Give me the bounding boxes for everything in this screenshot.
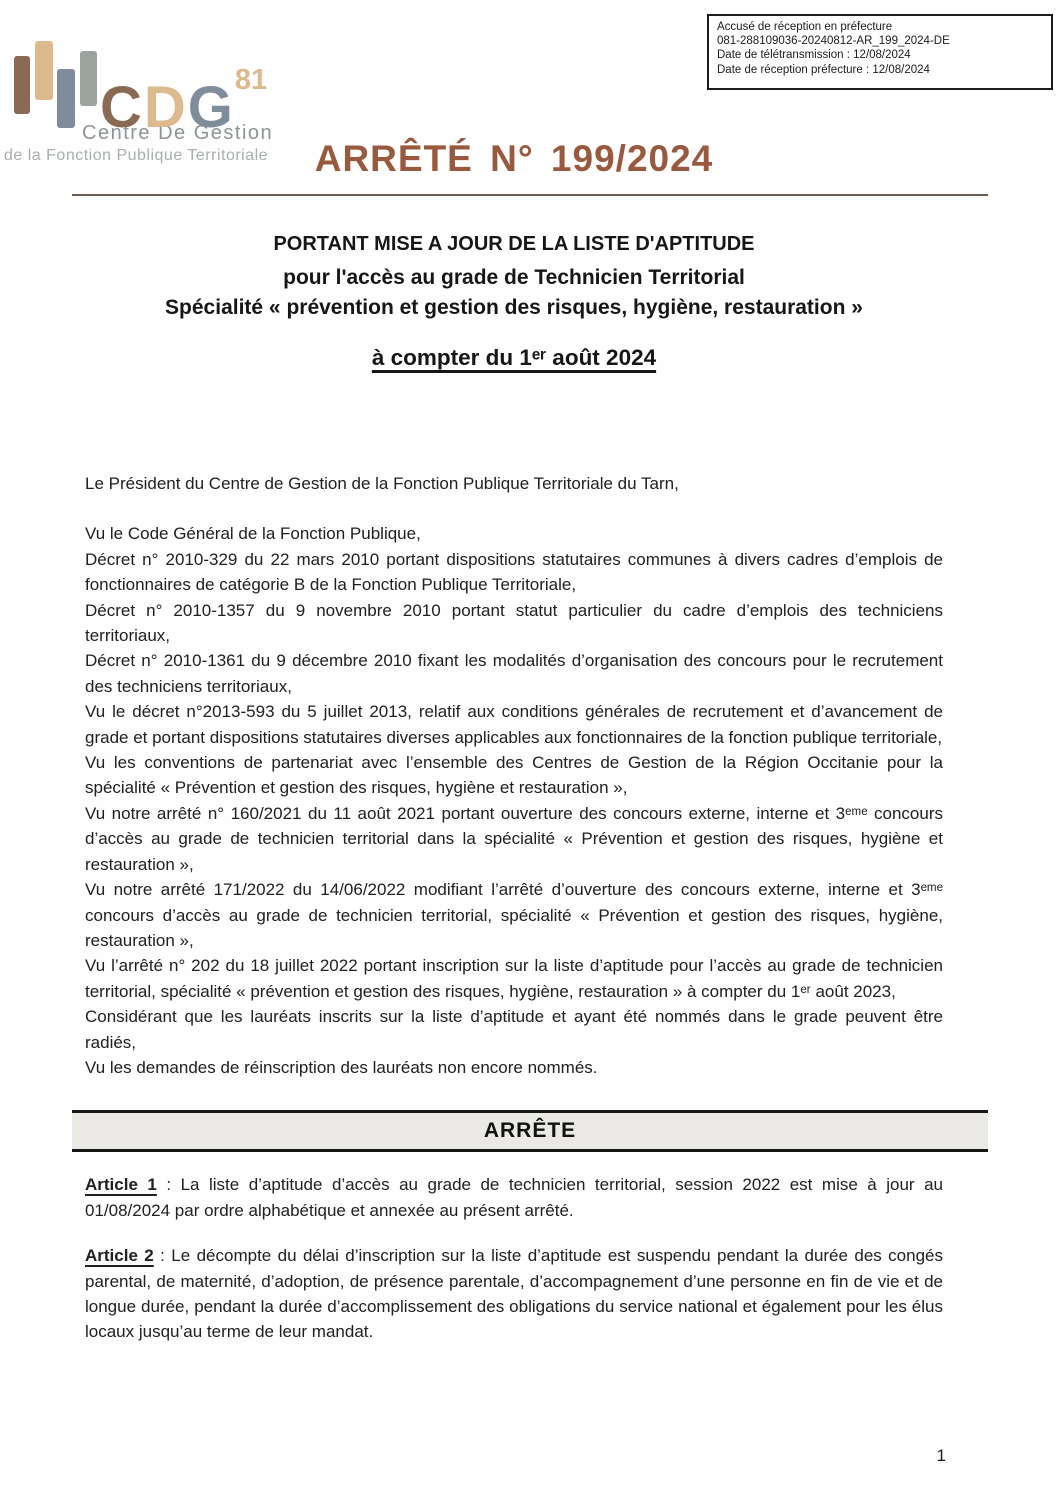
article-2-label: Article 2 <box>85 1246 154 1266</box>
logo-letter-g: G <box>187 75 235 140</box>
recital-paragraph: Vu le Code Général de la Fonction Publique, <box>85 524 421 544</box>
recital-paragraph: Décret n° 2010-329 du 22 mars 2010 portant dispositions statutaires communes à divers cadres d’emplois de fonctionnaires de catégorie B de la Fonction Publique Territoriale, <box>85 549 943 595</box>
article-2-text: : Le décompte du délai d’inscription sur la liste d’aptitude est suspendu pendant la durée des congés parental, de maternité, d’adoption, de présence parentale, d’accompagnement d’une personne en fin de vie et de longue durée, pendant la durée d’accomplissement des obligations du service national et également pour les élus locaux jusqu’au terme de leur mandat. <box>85 1246 943 1342</box>
cdg81-logo <box>6 36 296 165</box>
recital-paragraph: Vu les conventions de partenariat avec l’ensemble des Centres de Gestion de la Région Occitanie pour la spécialité « Prévention et gestion des risques, hygiène et restauration », <box>85 753 943 798</box>
recital-paragraph: Décret n° 2010-1357 du 9 novembre 2010 portant statut particulier du cadre d’emplois des techniciens territoriaux, <box>85 600 943 646</box>
logo-caption-line2: de la Fonction Publique Territoriale <box>4 147 269 164</box>
title-divider <box>72 194 988 196</box>
logo-letter-d: D <box>143 75 188 140</box>
recital-paragraph: Vu notre arrêté 171/2022 du 14/06/2022 modifiant l’arrêté d’ouverture des concours externe, interne et 3ᵉᵐᵉ concours d’accès au grade de technicien territorial, spécialité « Prévention et gestion des risques, hygiène, restauration », <box>85 880 943 950</box>
recital-paragraph: Vu les demandes de réinscription des lauréats non encore nommés. <box>85 1057 598 1077</box>
subtitle-line-3: Spécialité « prévention et gestion des risques, hygiène, restauration » <box>165 296 863 319</box>
subtitle-line-1: PORTANT MISE A JOUR DE LA LISTE D'APTITUDE <box>273 233 755 255</box>
section-heading-text: ARRÊTE <box>483 1119 577 1143</box>
page-number: 1 <box>936 1446 946 1465</box>
logo-bar-blue <box>57 69 75 128</box>
stamp-line-4: Date de réception préfecture : 12/08/2024 <box>717 63 930 76</box>
stamp-line-2: 081-288109036-20240812-AR_199_2024-DE <box>717 35 950 48</box>
recital-paragraph: Considérant que les lauréats inscrits sur la liste d’aptitude et ayant été nommés dans le grade peuvent être radiés, <box>85 1007 943 1052</box>
recitals-block <box>85 471 943 1080</box>
effective-date-text: à compter du 1ᵉʳ août 2024 <box>371 345 657 370</box>
article-1 <box>85 1172 943 1223</box>
recital-paragraph: Vu notre arrêté n° 160/2021 du 11 août 2021 portant ouverture des concours externe, interne et 3ᵉᵐᵉ concours d’accès au grade de technicien territorial dans la spécialité « Prévention et gestion des risques, hygiène et restauration », <box>85 803 943 874</box>
section-heading-bar <box>72 1110 988 1152</box>
document-subtitle <box>85 230 943 323</box>
stamp-line-1: Accusé de réception en préfecture <box>717 21 893 33</box>
logo-caption-line1: Centre De Gestion <box>82 122 274 144</box>
article-1-label: Article 1 <box>85 1175 157 1195</box>
logo-letters <box>100 30 267 158</box>
recital-paragraph: Vu le décret n°2013-593 du 5 juillet 2013, relatif aux conditions générales de recrutement et d’avancement de grade et portant dispositions statutaires diverses applicables aux fonctionnaires de la fonction publique territoriale, <box>85 702 943 747</box>
recital-paragraph: Décret n° 2010-1361 du 9 décembre 2010 fixant les modalités d’organisation des concours pour le recrutement des techniciens territoriaux, <box>85 651 943 696</box>
article-1-text: : La liste d’aptitude d’accès au grade de technicien territorial, session 2022 est mise à jour au 01/08/2024 par ordre alphabétique et annexée au présent arrêté. <box>85 1175 943 1220</box>
logo-bar-tan <box>35 41 53 100</box>
article-2 <box>85 1243 943 1345</box>
logo-number-81: 81 <box>234 64 268 96</box>
logo-letter-c: C <box>100 75 144 140</box>
stamp-line-3: Date de télétransmission : 12/08/2024 <box>717 49 911 62</box>
subtitle-line-2: pour l'accès au grade de Technicien Territorial <box>283 266 745 289</box>
intro-paragraph: Le Président du Centre de Gestion de la Fonction Publique Territoriale du Tarn, <box>85 474 679 493</box>
logo-bar-brown <box>14 56 30 114</box>
effective-date <box>85 345 943 371</box>
prefecture-reception-stamp <box>707 14 1053 90</box>
recital-paragraph: Vu l’arrêté n° 202 du 18 juillet 2022 portant inscription sur la liste d’aptitude pour l’accès au grade de technicien territorial, spécialité « prévention et gestion des risques, hygiène, restauration » à compter du 1ᵉʳ août 2023, <box>85 956 943 1001</box>
cdg81-logo-mark <box>14 36 296 140</box>
document-title: ARRÊTÉ N° 199/2024 <box>314 138 714 179</box>
logo-bar-gray <box>80 51 97 106</box>
